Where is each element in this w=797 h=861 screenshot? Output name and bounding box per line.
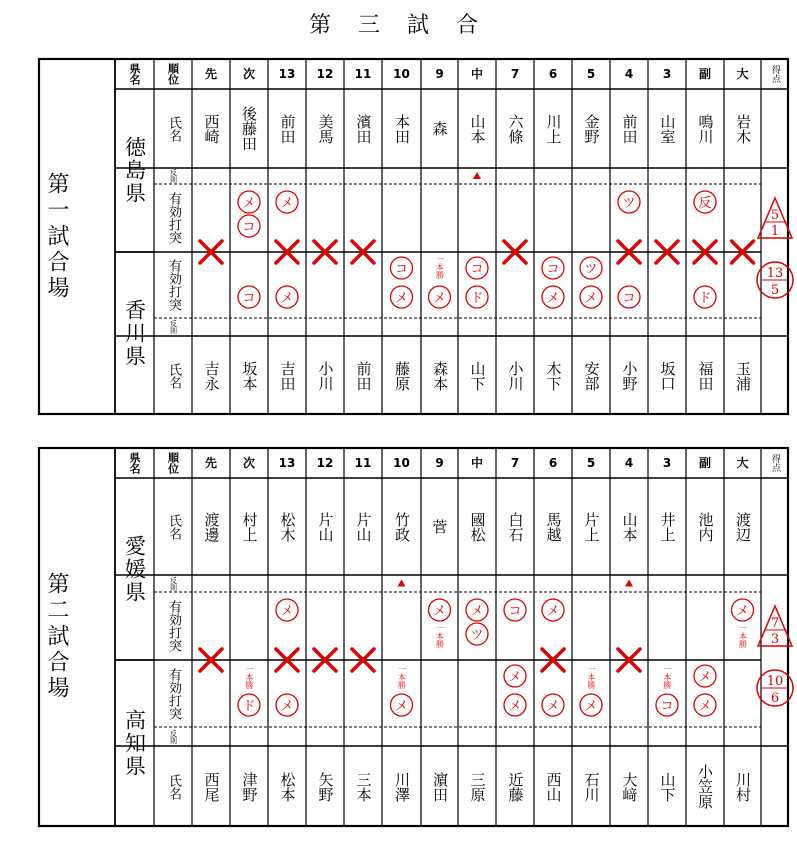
ippon-label: 一本勝 [435,255,445,279]
header-position: 12 [316,455,334,470]
waza-mark: メ [470,604,484,619]
player-name: 松本 [278,771,297,802]
waza-mark: コ [508,604,522,619]
ippon-label: 一本勝 [738,624,748,648]
waza-mark: コ [242,291,256,306]
waza-mark: コ [660,699,674,714]
player-name: 川澤 [393,771,411,802]
waza-mark: メ [546,291,560,306]
label-name: 氏名 [166,362,181,389]
header-position: 10 [393,455,410,470]
team-bottom: 香川県 [122,299,147,368]
player-name: 前田 [354,360,373,391]
header-position: 副 [698,67,711,81]
match-table-1 [38,58,789,415]
header-position: 11 [354,455,372,470]
waza-mark: メ [280,196,294,211]
header-position: 大 [736,67,749,81]
player-name: 六條 [506,113,525,144]
player-name: 山下 [468,360,487,391]
label-foul: 反則 [169,320,178,334]
header-position: 5 [586,66,596,81]
player-name: 岩木 [734,113,752,144]
ippon-label: 一本勝 [397,665,407,689]
header-position: 4 [624,455,634,470]
header-position: 7 [510,455,520,470]
waza-mark: ド [470,291,484,306]
venue-label: 第一試合場 [44,171,69,302]
header-position: 12 [316,66,334,81]
waza-mark: メ [735,604,750,619]
header-position: 3 [662,66,672,81]
player-name: 吉田 [278,360,297,391]
header-position: 9 [435,455,444,470]
player-name: 森 [430,121,449,136]
waza-mark: メ [394,291,409,306]
waza-mark: メ [546,604,560,619]
label-valid: 有効打突 [166,259,181,311]
header-position: 6 [548,455,558,470]
header-position: 中 [470,456,483,470]
header-position: 3 [662,455,672,470]
score-top-wins: 7 [770,616,780,631]
waza-mark: メ [698,670,712,685]
header-position: 次 [242,67,255,81]
score-top-wins: 5 [770,208,780,223]
label-valid: 有効打突 [166,192,181,244]
waza-mark: コ [622,291,636,306]
player-name: 松木 [278,511,297,542]
waza-mark: ツ [622,196,636,211]
player-name: 三原 [468,771,487,802]
waza-mark: メ [698,699,712,714]
player-name: 馬越 [544,511,563,542]
waza-mark: コ [546,262,560,277]
waza-mark: メ [280,699,294,714]
player-name: 森本 [431,360,449,391]
waza-mark: メ [546,699,560,714]
header-score: 得点 [770,453,780,472]
team-bottom: 高知県 [122,709,147,778]
header-position: 中 [470,67,483,81]
player-name: 西山 [544,771,563,802]
player-name: 白石 [506,511,525,542]
label-valid: 有効打突 [166,600,181,652]
header-score: 得点 [770,64,780,83]
foul-triangle [625,580,633,587]
waza-mark: ツ [470,628,484,643]
score-bottom-wins: 10 [766,674,784,689]
score-top-points: 3 [770,632,780,647]
player-name: 小笠原 [696,764,714,809]
waza-mark: メ [508,670,522,685]
header-order: 順位 [166,62,180,85]
waza-mark: コ [242,220,256,235]
waza-mark: メ [584,699,598,714]
team-top: 愛媛県 [122,534,147,604]
player-name: 木下 [544,360,563,391]
player-name: 金野 [582,113,601,144]
waza-mark: コ [394,262,409,277]
waza-mark: メ [508,699,522,714]
waza-mark: コ [470,262,484,277]
waza-mark: メ [280,291,294,306]
player-name: 大﨑 [620,771,639,802]
waza-mark: ツ [584,262,598,277]
player-name: 山下 [658,771,677,802]
venue-label: 第二試合場 [44,572,69,702]
player-name: 山室 [658,113,677,144]
player-name: 近藤 [506,771,525,802]
player-name: 川村 [734,771,752,802]
header-position: 13 [278,455,296,470]
header-position: 13 [278,66,296,81]
ippon-label: 一本勝 [587,665,596,689]
player-name: 坂本 [240,360,259,391]
header-position: 11 [354,66,372,81]
header-position: 大 [736,456,749,470]
player-name: 玉浦 [734,360,752,391]
player-name: 川上 [544,113,563,144]
header-position: 次 [242,456,255,470]
player-name: 小川 [316,360,335,391]
waza-mark: メ [432,291,447,306]
player-name: 鳴川 [696,113,715,144]
header-position: 4 [624,66,634,81]
player-name: 竹政 [393,511,411,542]
header-pref: 県名 [128,451,141,474]
player-name: 片山 [316,511,335,542]
player-name: 前田 [620,113,639,144]
player-name: 渡邊 [202,511,221,542]
waza-mark: メ [242,196,256,211]
waza-mark: メ [394,699,409,714]
header-position: 9 [435,66,444,81]
label-valid: 有効打突 [166,667,181,720]
score-top-points: 1 [770,224,780,239]
waza-mark: ド [698,291,712,306]
player-name: 片上 [582,511,601,542]
header-pref: 県名 [128,62,141,85]
player-name: 美馬 [316,113,335,144]
player-name: 三本 [354,771,373,802]
player-name: 國松 [468,511,487,542]
player-name: 福田 [696,360,715,391]
player-name: 石川 [582,771,601,802]
player-name: 安部 [582,360,601,391]
match-table-2 [38,447,789,827]
header-position: 5 [586,455,596,470]
header-position: 6 [548,66,558,81]
player-name: 村上 [240,511,259,542]
player-name: 片山 [354,511,373,542]
waza-mark: メ [584,291,598,306]
label-foul: 反則 [169,169,178,183]
player-name: 西崎 [202,113,221,144]
player-name: 菅 [430,519,449,534]
player-name: 津野 [240,771,259,802]
waza-mark: メ [432,604,447,619]
header-position: 7 [510,66,520,81]
foul-triangle [398,580,406,587]
player-name: 渡辺 [734,511,752,542]
page-title: 第 三 試 合 [309,13,488,38]
waza-mark: ド [242,699,256,714]
player-name: 坂口 [658,360,677,391]
player-name: 山本 [620,511,639,542]
player-name: 濵田 [431,771,449,802]
player-name: 前田 [278,113,297,144]
score-bottom-wins: 13 [766,266,784,281]
player-name: 井上 [658,511,677,542]
player-name: 矢野 [316,771,335,802]
label-foul: 反則 [169,576,178,591]
label-name: 氏名 [166,513,181,540]
ippon-label: 一本勝 [663,665,672,689]
header-position: 副 [698,456,711,470]
ippon-label: 一本勝 [435,624,445,648]
label-name: 氏名 [166,773,181,800]
player-name: 小川 [506,360,525,391]
score-bottom-points: 5 [770,283,780,298]
player-name: 池内 [696,511,715,542]
ippon-label: 一本勝 [245,665,254,689]
header-position: 先 [204,456,217,470]
waza-mark: 反 [698,196,712,211]
team-top: 徳島県 [122,136,147,205]
player-name: 藤原 [393,360,411,391]
score-bottom-points: 6 [770,691,780,706]
player-name: 濱田 [354,113,373,144]
player-name: 吉永 [202,360,221,391]
header-position: 先 [204,67,217,81]
player-name: 山本 [468,113,487,144]
waza-mark: メ [280,604,294,619]
player-name: 小野 [620,360,639,391]
header-position: 10 [393,66,410,81]
label-name: 氏名 [166,115,181,142]
foul-triangle [473,172,481,179]
player-name: 本田 [393,113,411,144]
player-name: 後藤田 [240,106,258,151]
header-order: 順位 [166,451,180,474]
player-name: 西尾 [202,771,221,802]
label-foul: 反則 [169,729,178,744]
